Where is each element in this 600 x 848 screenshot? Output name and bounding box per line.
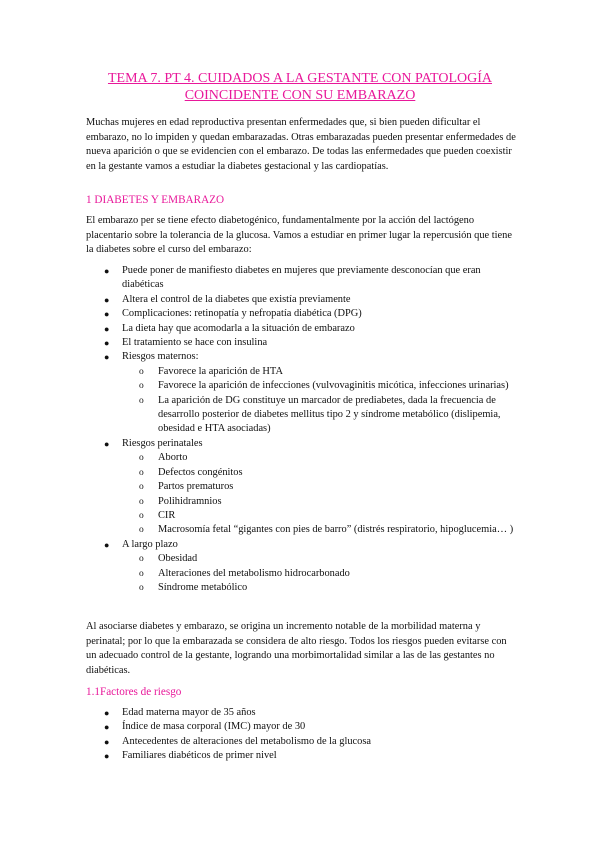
bullet-icon: ● xyxy=(104,338,110,349)
list-item: ● Edad materna mayor de 35 años xyxy=(86,706,518,720)
sub-list-item: o Aborto xyxy=(122,451,518,465)
sub-list-item: o Alteraciones del metabolismo hidrocarbonado xyxy=(122,567,518,581)
list-item: ● Altera el control de la diabetes que existía previamente xyxy=(86,293,518,307)
circle-bullet-icon: o xyxy=(139,496,144,507)
bullet-icon: ● xyxy=(104,708,110,718)
sub-list-item: o La aparición de DG constituye un marcador de prediabetes, dada la frecuencia de desarrollo posterior de diabetes mellitus tipo 2 y síndrome metabólico (dislipemia, obesidad e HTA asociadas) xyxy=(139,394,501,435)
bullet-icon: ● xyxy=(104,751,110,762)
sub-list-largo-plazo xyxy=(122,552,518,595)
sub-list-item: o Defectos congénitos xyxy=(122,466,518,480)
circle-bullet-icon: o xyxy=(139,525,144,536)
list-item: ● Antecedentes de alteraciones del metabolismo de la glucosa xyxy=(86,735,518,749)
sub-list-item: o Obesidad xyxy=(122,552,518,566)
list-item-riesgos-maternos: ● Riesgos maternos: o Favorece la aparición de HTA o Favorece la aparición de infecciones (vulvovaginitis micótica, infecciones urinarias) o La aparición de DG constituye un marcador de prediabetes, dada la frecuencia de desarrollo posterior de diabetes mellitus tipo 2 y síndrome metabólico (dislipemia, obesidad e HTA asociadas) xyxy=(86,350,518,436)
circle-bullet-icon: o xyxy=(139,453,144,464)
list-item: ● Puede poner de manifiesto diabetes en mujeres que previamente desconocían que eran diabéticas xyxy=(104,265,481,291)
list-item: ● El tratamiento se hace con insulina xyxy=(86,336,518,350)
sub-list-item: o Favorece la aparición de HTA xyxy=(122,365,518,379)
sub-list-item: o Polihidramnios xyxy=(122,495,518,509)
section1-paragraph: El embarazo per se tiene efecto diabetogénico, fundamentalmente por la acción del lactógeno placentario sobre la tolerancia de la glucosa. Vamos a estudiar en primer lugar la repercusión que tiene la diabetes sobre el curso del embarazo: xyxy=(86,215,512,256)
diabetes-bullet-list xyxy=(86,264,518,595)
title-line-1: TEMA 7. PT 4. CUIDADOS A LA GESTANTE CON PATOLOGÍA xyxy=(107,71,493,86)
circle-bullet-icon: o xyxy=(139,510,144,521)
sub-list-item: o Macrosomía fetal “gigantes con pies de barro” (distrés respiratorio, hipoglucemia… ) xyxy=(122,523,518,537)
list-item: ● Índice de masa corporal (IMC) mayor de 30 xyxy=(86,720,518,734)
circle-bullet-icon: o xyxy=(139,381,144,392)
section-heading-diabetes: 1 DIABETES Y EMBARAZO xyxy=(86,194,225,206)
list-item: ● Familiares diabéticos de primer nivel xyxy=(86,749,518,763)
bullet-icon: ● xyxy=(104,309,110,320)
sub-list-item: o Síndrome metabólico xyxy=(122,581,518,595)
circle-bullet-icon: o xyxy=(139,482,144,493)
list-item-largo-plazo: ● A largo plazo o Obesidad o Alteraciones del metabolismo hidrocarbonado o Síndrome metabólico xyxy=(86,538,518,596)
list-item: ● Complicaciones: retinopatía y nefropatía diabética (DPG) xyxy=(86,307,518,321)
closing-paragraph: Al asociarse diabetes y embarazo, se origina un incremento notable de la morbilidad materna y perinatal; por lo que la embarazada se considera de alto riesgo. Todos los riesgos pueden evitarse con un adecuado control de la gestante, logrando una morbimortalidad similar a las de las gestantes no diabéticas. xyxy=(86,621,507,676)
circle-bullet-icon: o xyxy=(139,582,144,593)
sub-list-item: o Favorece la aparición de infecciones (vulvovaginitis micótica, infecciones urinarias) xyxy=(122,379,518,393)
circle-bullet-icon: o xyxy=(139,395,144,406)
bullet-icon: ● xyxy=(104,266,110,276)
circle-bullet-icon: o xyxy=(139,554,144,565)
bullet-icon: ● xyxy=(104,736,110,747)
circle-bullet-icon: o xyxy=(139,568,144,579)
bullet-icon: ● xyxy=(104,352,110,363)
page-title xyxy=(86,70,514,104)
bullet-icon: ● xyxy=(104,539,110,550)
bullet-icon: ● xyxy=(104,722,110,733)
sub-list-item: o Partos prematuros xyxy=(122,480,518,494)
factores-bullet-list xyxy=(86,706,518,764)
list-item-riesgos-perinatales: ● Riesgos perinatales o Aborto o Defectos congénitos o Partos prematuros o Polihidramnios o CIR o Macrosomía fetal “gigantes con pies de barro” (distrés respiratorio, hipoglucemia… ) xyxy=(86,437,518,538)
bullet-icon: ● xyxy=(104,294,110,305)
sub-list-item: o CIR xyxy=(122,509,518,523)
circle-bullet-icon: o xyxy=(139,366,144,377)
bullet-icon: ● xyxy=(104,323,110,334)
title-line-2: COINCIDENTE CON SU EMBARAZO xyxy=(184,88,416,103)
section-heading-factores-riesgo: 1.1Factores de riesgo xyxy=(86,686,182,698)
circle-bullet-icon: o xyxy=(139,467,144,478)
sub-list-perinatales xyxy=(122,451,518,537)
bullet-icon: ● xyxy=(104,438,110,449)
list-item: ● La dieta hay que acomodarla a la situación de embarazo xyxy=(86,322,518,336)
sub-list-maternos xyxy=(122,365,518,437)
intro-paragraph: Muchas mujeres en edad reproductiva presentan enfermedades que, si bien pueden dificultar el embarazo, no lo impiden y quedan embarazadas. Otras embarazadas pueden presentar enfermedades de nueva aparición o que se evidencien con el embarazo. De todas las enfermedades que pueden coexistir en la gestante vamos a estudiar la diabetes gestacional y las cardiopatías. xyxy=(86,117,516,172)
